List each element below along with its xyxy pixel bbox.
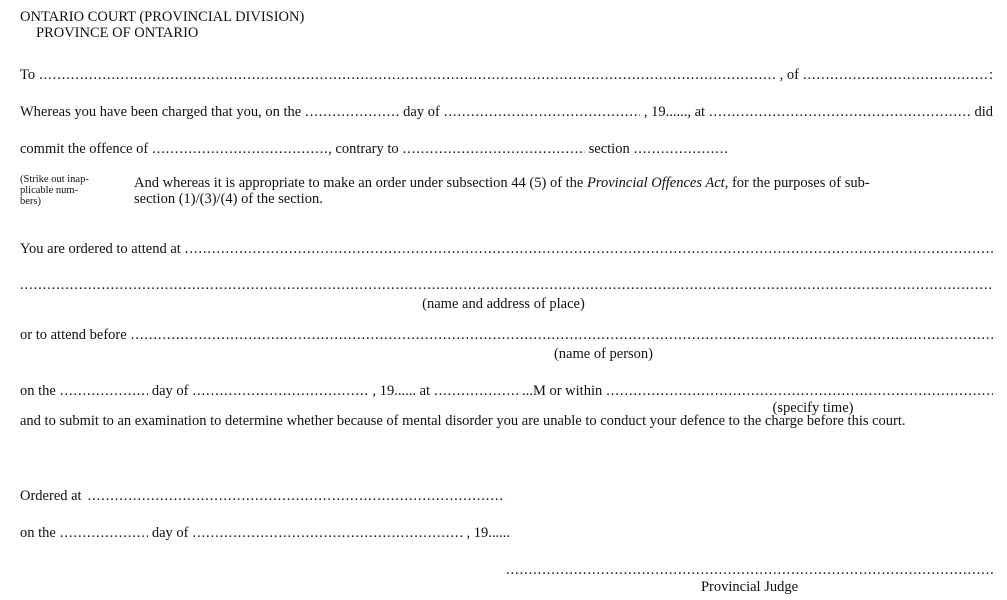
of-address-blank[interactable] (803, 66, 989, 84)
m-or-within-label: ...M or within (522, 383, 603, 399)
place-caption: (name and address of place) (422, 296, 585, 312)
charge-year-label: , 19......, at (643, 104, 706, 120)
did-label: did (974, 104, 993, 120)
order-text-part-1: And whereas it is appropriate to make an order under subsection 44 (5) of the (134, 175, 587, 191)
ordered-at-label: Ordered at (20, 488, 82, 504)
attend-line (20, 240, 993, 258)
offence-blank[interactable] (152, 140, 328, 158)
ordered-day-of-label: day of (151, 525, 189, 541)
person-blank[interactable] (131, 326, 993, 344)
judge-caption: Provincial Judge (700, 579, 799, 595)
province-name: PROVINCE OF ONTARIO (36, 25, 199, 41)
on-the-label: on the (20, 383, 56, 399)
charge-day-blank[interactable] (305, 103, 399, 121)
contrary-blank[interactable] (403, 140, 585, 158)
person-caption: (name of person) (553, 346, 654, 362)
ordered-at-line (20, 487, 505, 505)
to-line (20, 66, 993, 84)
of-label: , of (779, 67, 799, 83)
act-name: Provincial Offences Act (586, 175, 725, 191)
order-text-part-3: section (1)/(3)/(4) of the section. (134, 191, 323, 207)
to-line-end: : (988, 67, 993, 83)
appointment-line (20, 382, 993, 400)
appointment-year-label: , 19...... at (372, 383, 431, 399)
to-label: To (20, 67, 36, 83)
submit-paragraph: and to submit to an examination to determine whether because of mental disorder you are unable to conduct your defence to the charge before this court. (20, 413, 906, 429)
ordered-place-blank[interactable] (88, 487, 505, 505)
attend-before-label: or to attend before (20, 327, 127, 343)
time-caption: (specify time) (772, 400, 854, 416)
charge-place-blank[interactable] (709, 103, 970, 121)
attend-before-line (20, 326, 993, 344)
ordered-date-line (20, 524, 510, 542)
attend-address-blank[interactable] (20, 276, 993, 294)
whereas-label: Whereas you have been charged that you, on the (20, 104, 302, 120)
whereas-line (20, 103, 993, 121)
appointment-day-blank[interactable] (60, 382, 148, 400)
ordered-month-blank[interactable] (192, 524, 462, 542)
attend-label: You are ordered to attend at (20, 241, 181, 257)
attend-address-line (20, 276, 993, 294)
signature-line (506, 561, 993, 579)
section-blank[interactable] (634, 140, 728, 158)
section-label: section (588, 141, 630, 157)
judge-signature-blank[interactable] (506, 561, 993, 579)
to-name-blank[interactable] (39, 66, 776, 84)
attend-place-blank[interactable] (185, 240, 993, 258)
order-text (134, 175, 993, 207)
ordered-year-label: , 19...... (466, 525, 510, 541)
strike-out-note: (Strike out inap- plicable num- bers) (20, 174, 89, 207)
charge-month-blank[interactable] (444, 103, 640, 121)
within-time-blank[interactable] (606, 382, 993, 400)
appointment-time-blank[interactable] (434, 382, 518, 400)
ordered-day-blank[interactable] (60, 524, 148, 542)
contrary-label: , contrary to (328, 141, 399, 157)
ordered-on-the-label: on the (20, 525, 56, 541)
appointment-day-of-label: day of (151, 383, 189, 399)
court-name: ONTARIO COURT (PROVINCIAL DIVISION) (20, 9, 305, 25)
commit-label: commit the offence of (20, 141, 149, 157)
appointment-month-blank[interactable] (192, 382, 368, 400)
order-text-part-2: , for the purposes of sub- (724, 175, 870, 191)
charge-day-of-label: day of (403, 104, 440, 120)
commit-line (20, 140, 780, 158)
